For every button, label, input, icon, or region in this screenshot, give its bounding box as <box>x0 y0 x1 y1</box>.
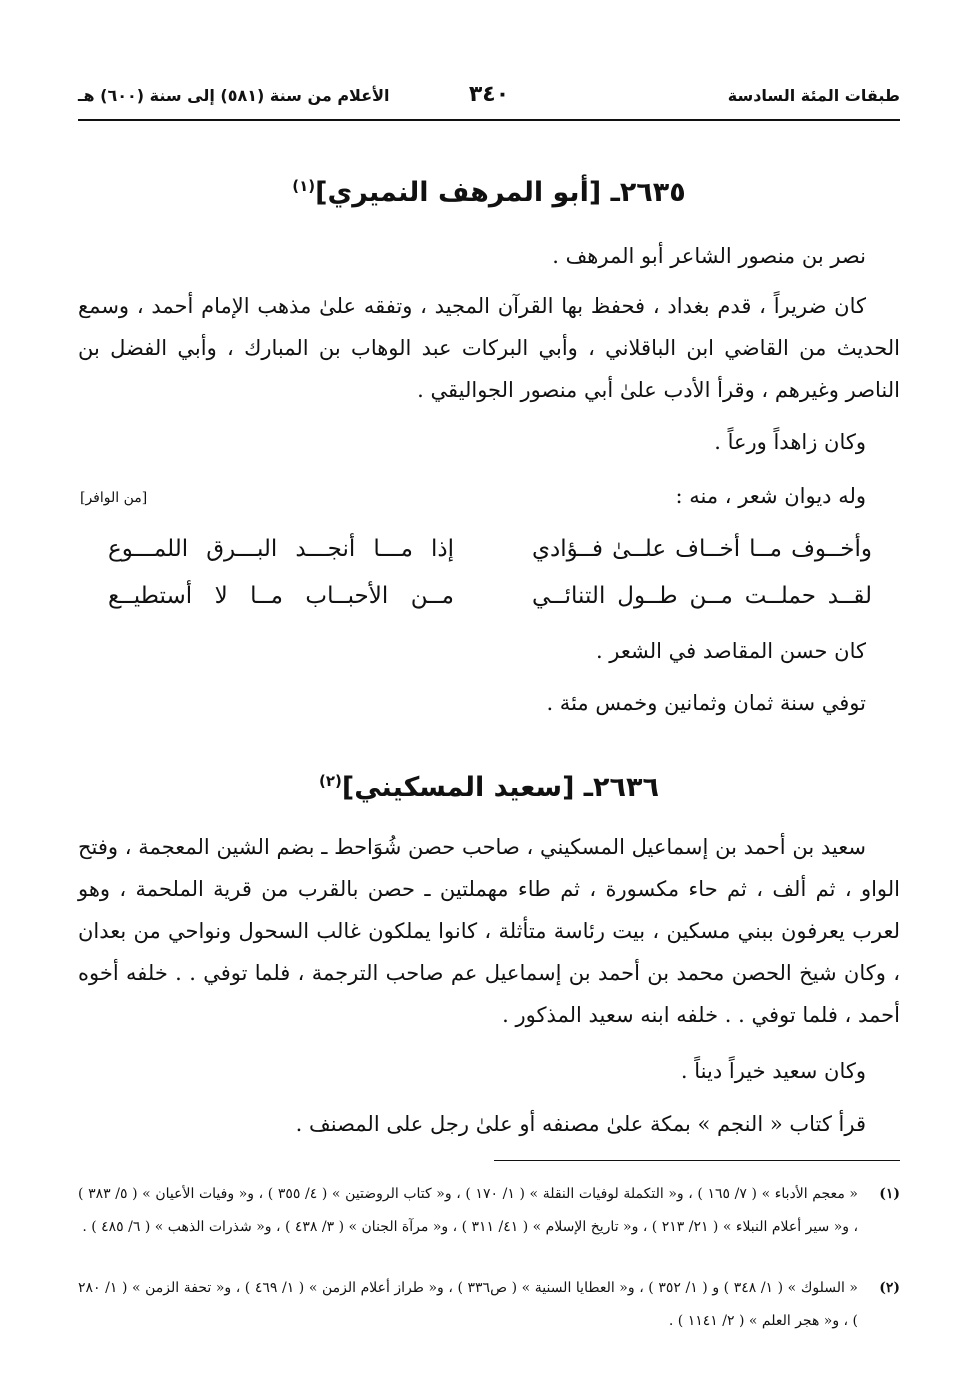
poem-verse <box>108 536 872 576</box>
verse-first-hemistich: لقــد حملــت مــن طــول التنائــي <box>532 583 872 609</box>
entry-1-biography: كان ضريراً ، قدم بغداد ، فحفظ بها القرآن المجيد ، وتفقه علىٰ مذهب الإمام أحمد ، وسمع الحديث من القاضي ابن الباقلاني ، وأبي البركات عبد الوهاب بن المبارك ، وأبي الفضل بن الناصر وغيرهم ، وقرأ الأدب علىٰ أبي منصور الجواليقي . <box>78 294 900 402</box>
entry-title-text: ٢٦٣٦ـ [سعيد المسكيني] <box>341 772 659 803</box>
verse-second-hemistich: إذا مـــا أنجـــد البـــرق اللمـــوع <box>108 536 454 562</box>
header-divider <box>78 119 900 121</box>
footnote-text: « السلوك » ( ١/ ٣٤٨ ) و ( ١/ ٣٥٢ ) ، و« العطايا السنية » ( ص٣٣٦ ) ، و« طراز أعلام الزمن » ( ١/ ٤٦٩ ) ، و« تحفة الزمن » ( ١/ ٢٨٠ ) ، و« هجر العلم » ( ٢/ ١١٤١ ) . <box>78 1280 858 1329</box>
poem-meter-label: [من الوافر] <box>80 490 148 506</box>
entry-1-death: توفي سنة ثمان وثمانين وخمس مئة . <box>546 691 866 715</box>
header-period: الأعلام من سنة (٥٨١) إلى سنة (٦٠٠) هـ <box>78 86 390 105</box>
footnote-number: (١) <box>879 1186 900 1202</box>
page-number: ٣٤٠ <box>468 82 510 107</box>
verse-first-hemistich: وأخــوف مــا أخــاف علــىٰ فــؤادي <box>532 536 872 562</box>
footnote-1 <box>78 1178 900 1244</box>
entry-title-2635 <box>78 177 900 208</box>
entry-1-name-line: نصر بن منصور الشاعر أبو المرهف . <box>552 244 866 268</box>
entry-2-biography: سعيد بن أحمد بن إسماعيل المسكيني ، صاحب حصن شُوَاحط ـ بضم الشين المعجمة ، وفتح الواو ، ثم ألف ، ثم حاء مكسورة ، ثم طاء مهملتين ـ حصن بالقرب من قرية الملحمة ، وهو لعرب يعرفون ببني مسكين ، بيت رئاسة متأثلة ، كانوا يملكون غالب السحول ونواحي من بعدان ، وكان شيخ الحصن محمد بن أحمد بن إسماعيل عم صاحب الترجمة ، فلما توفي . . خلفه أخوه أحمد ، فلما توفي . . خلفه ابنه سعيد المذكور . <box>78 835 900 1027</box>
footnote-2 <box>78 1272 900 1338</box>
entry-1-poetry-note: كان حسن المقاصد في الشعر . <box>595 639 866 663</box>
footnote-ref-1: (١) <box>292 177 316 195</box>
verse-second-hemistich: مــن الأحبــاب مــا لا أستطيــع <box>108 583 454 609</box>
entry-title-text: ٢٦٣٥ـ [أبو المرهف النميري] <box>315 177 686 208</box>
entry-1-piety: وكان زاهداً ورعاً . <box>714 430 866 454</box>
poem-verse <box>108 583 872 623</box>
running-header <box>78 82 900 116</box>
footnote-number: (٢) <box>879 1280 900 1296</box>
entry-2-character: وكان سعيد خيراً ديناً . <box>680 1059 866 1083</box>
entry-2-study: قرأ كتاب « النجم » بمكة علىٰ مصنفه أو علىٰ رجل على المصنف . <box>295 1112 866 1136</box>
footnote-text: « معجم الأدباء » ( ٧/ ١٦٥ ) ، و« التكملة لوفيات النقلة » ( ١/ ١٧٠ ) ، و« كتاب الروضتين » ( ٤/ ٣٥٥ ) ، و« وفيات الأعيان » ( ٥/ ٣٨٣ ) ، و« سير أعلام النبلاء » ( ٢١/ ٢١٣ ) ، و« تاريخ الإسلام » ( ٤١/ ٣١١ ) ، و« مرآة الجنان » ( ٣/ ٤٣٨ ) ، و« شذرات الذهب » ( ٦/ ٤٨٥ ) . <box>78 1186 858 1235</box>
footnote-ref-2: (٢) <box>319 772 342 790</box>
header-book-section: طبقات المئة السادسة <box>727 86 900 105</box>
entry-1-poetry-intro: وله ديوان شعر ، منه : <box>675 484 866 508</box>
entry-title-2636 <box>78 772 900 803</box>
footnote-divider <box>494 1160 900 1161</box>
